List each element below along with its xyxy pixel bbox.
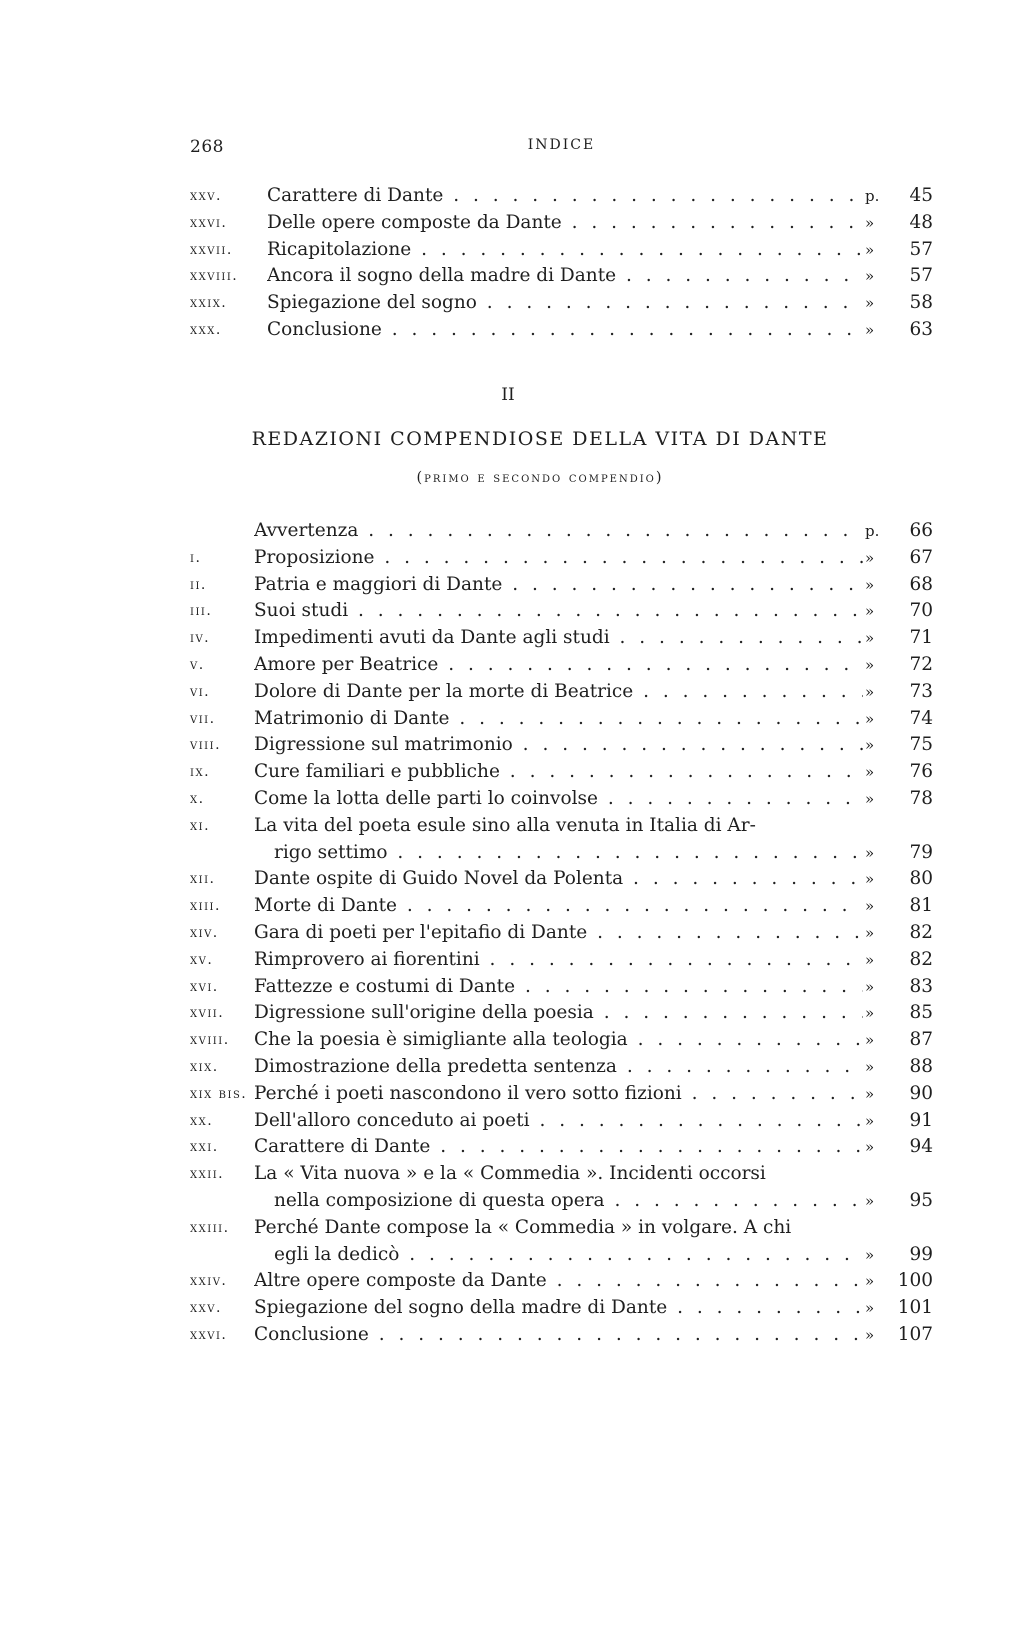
toc-entry-title: [254, 974, 863, 1001]
toc-entry: [190, 1215, 933, 1242]
toc-entry: [190, 1188, 933, 1215]
toc-entry: [190, 652, 933, 679]
toc-entry-title-text: Spiegazione del sogno: [267, 292, 477, 314]
toc-entry-number: vii.: [190, 710, 216, 727]
toc-entry-number: xiv.: [190, 924, 219, 941]
toc-entry-number: iv.: [190, 630, 211, 647]
toc-entry-number: v.: [190, 656, 205, 673]
toc-entry-title-text: rigo settimo: [274, 841, 388, 863]
page-value: 78: [909, 787, 933, 809]
toc-entry: [190, 920, 933, 947]
toc-entry-page: [863, 1054, 933, 1081]
toc-entry-number: ix.: [190, 764, 211, 781]
page-mark: »: [865, 923, 875, 942]
page-value: 57: [909, 265, 933, 287]
toc-entry-page: [863, 1000, 933, 1027]
toc-entry: [190, 317, 933, 344]
toc-entry-title-text: Conclusione: [267, 318, 382, 340]
toc-entry: [190, 1027, 933, 1054]
running-header: [190, 137, 933, 161]
toc-entry-page: [863, 974, 933, 1001]
toc-entry-page: [863, 572, 933, 599]
toc-entry-title-text: Digressione sull'origine della poesia: [254, 1002, 594, 1024]
toc-entry-title-text: Amore per Beatrice: [254, 653, 439, 675]
page-value: 99: [909, 1243, 933, 1265]
page-value: 81: [909, 895, 933, 917]
toc-entry: [190, 1108, 933, 1135]
page-mark: »: [865, 1245, 875, 1264]
toc-entry-page: [863, 237, 933, 264]
toc-entry-title: [254, 1322, 863, 1349]
toc-entry-page: [863, 1242, 933, 1269]
toc-entry: [190, 679, 933, 706]
toc-entry-title: [254, 759, 863, 786]
page-mark: p.: [865, 187, 880, 205]
toc-entry-title-text: Perché Dante compose la « Commedia » in volgare. A chi: [254, 1216, 792, 1238]
toc-entry-title-text: Conclusione: [254, 1323, 369, 1345]
page-value: 88: [909, 1055, 933, 1077]
page-mark: »: [865, 897, 875, 916]
page-mark: p.: [865, 522, 880, 540]
toc-entry: [190, 598, 933, 625]
toc-entry-title-text: Dante ospite di Guido Novel da Polenta: [254, 868, 624, 890]
page-mark: »: [865, 602, 875, 621]
toc-entry-title: [254, 1215, 813, 1242]
page-mark: »: [865, 1084, 875, 1103]
page-value: 107: [897, 1323, 933, 1345]
page-mark: »: [865, 1111, 875, 1130]
toc-entry-number: xiii.: [190, 898, 221, 915]
page-value: 63: [909, 318, 933, 340]
section-number: II: [501, 385, 515, 405]
toc-entry-number: xxv.: [190, 188, 222, 204]
toc-entry-title-text: Dimostrazione della predetta sentenza: [254, 1055, 617, 1077]
toc-entry: [190, 840, 933, 867]
toc-entry: [190, 974, 933, 1001]
toc-entry-title-text: Cure familiari e pubbliche: [254, 761, 500, 783]
toc-entry-page: [863, 920, 933, 947]
toc-entry-title: [254, 652, 863, 679]
toc-entry-title-text: Delle opere composte da Dante: [267, 211, 562, 233]
toc-entry-title-text: Matrimonio di Dante: [254, 707, 450, 729]
toc-entry-number: xxiii.: [190, 1219, 230, 1236]
toc-entry-number: iii.: [190, 603, 213, 620]
toc-entry-page: [863, 317, 933, 344]
toc-entry-page: [863, 1134, 933, 1161]
page-mark: »: [865, 548, 875, 567]
toc-entry-page: [863, 759, 933, 786]
page-value: 76: [909, 761, 933, 783]
toc-entry: [190, 263, 933, 290]
page-value: 85: [909, 1002, 933, 1024]
toc-entry: [190, 732, 933, 759]
toc-entry-page: [863, 1188, 933, 1215]
toc-entry-page: [863, 840, 933, 867]
toc-entry-title: [254, 1108, 863, 1135]
toc-entry-number: xviii.: [190, 1032, 230, 1049]
toc-entry-page: [863, 893, 933, 920]
toc-entry-title: [267, 237, 863, 264]
toc-part-two: [190, 518, 933, 1349]
page-value: 75: [909, 734, 933, 756]
toc-entry: [190, 1295, 933, 1322]
page-mark: »: [865, 977, 875, 996]
toc-entry: [190, 572, 933, 599]
toc-entry-page: [863, 866, 933, 893]
toc-entry-title-text: Ancora il sogno della madre di Dante: [267, 265, 617, 287]
toc-entry-title-text: Come la lotta delle parti lo coinvolse: [254, 787, 598, 809]
page-number: 268: [190, 137, 224, 157]
toc-entry-page: [863, 786, 933, 813]
page-mark: »: [865, 240, 875, 259]
page-value: 94: [909, 1136, 933, 1158]
toc-entry: [190, 1134, 933, 1161]
toc-entry-number: xi.: [190, 817, 211, 834]
toc-entry-title: [267, 183, 863, 210]
page-mark: »: [865, 763, 875, 782]
toc-entry-title: [267, 317, 863, 344]
page-mark: »: [865, 655, 875, 674]
toc-entry-number: xxvi.: [190, 214, 228, 231]
page-mark: »: [865, 1031, 875, 1050]
toc-entry-title-text: Gara di poeti per l'epitafio di Dante: [254, 921, 588, 943]
toc-entry-title: [267, 263, 863, 290]
toc-entry-number: xxviii.: [190, 268, 239, 285]
page-value: 91: [909, 1109, 933, 1131]
toc-entry: [190, 237, 933, 264]
toc-entry-page: [863, 1322, 933, 1349]
toc-entry-title: [254, 866, 863, 893]
toc-entry: [190, 1054, 933, 1081]
toc-entry-number: x.: [190, 790, 205, 807]
toc-entry: [190, 1242, 933, 1269]
toc-entry-page: [863, 545, 933, 572]
page-mark: »: [865, 1325, 875, 1344]
toc-part-one: [190, 183, 933, 344]
toc-entry-number: xxvi.: [190, 1326, 228, 1343]
page-mark: »: [865, 843, 875, 862]
toc-entry-title: [254, 1134, 863, 1161]
page-value: 101: [897, 1297, 933, 1319]
toc-entry-title-text: La « Vita nuova » e la « Commedia ». Incidenti occorsi: [254, 1163, 766, 1185]
toc-entry-page: [863, 518, 933, 545]
toc-entry-title: [254, 598, 863, 625]
toc-entry-number: xxiv.: [190, 1273, 228, 1290]
toc-entry-title-text: nella composizione di questa opera: [274, 1189, 605, 1211]
toc-entry-title-text: Dell'alloro conceduto ai poeti: [254, 1109, 530, 1131]
toc-entry-title: [254, 732, 863, 759]
toc-entry-title-text: Suoi studi: [254, 600, 349, 622]
toc-entry-title: [274, 1242, 863, 1269]
toc-entry-page: [863, 1295, 933, 1322]
toc-entry-title: [254, 947, 863, 974]
page-mark: »: [865, 682, 875, 701]
page-mark: »: [865, 870, 875, 889]
page-value: 58: [909, 292, 933, 314]
page-mark: »: [865, 629, 875, 648]
toc-entry-number: ii.: [190, 576, 207, 593]
page-value: 80: [909, 868, 933, 890]
toc-entry-title-text: Spiegazione del sogno della madre di Dante: [254, 1297, 668, 1319]
toc-entry-title: [254, 545, 863, 572]
page-value: 82: [909, 921, 933, 943]
toc-entry-title: [254, 1268, 863, 1295]
toc-entry-page: [863, 706, 933, 733]
toc-entry: [190, 893, 933, 920]
page-value: 79: [909, 841, 933, 863]
toc-entry-title-text: Perché i poeti nascondono il vero sotto fizioni: [254, 1082, 682, 1104]
toc-entry-title: [254, 679, 863, 706]
toc-entry-page: [863, 1081, 933, 1108]
toc-entry-number: xxix.: [190, 295, 228, 312]
page-value: 72: [909, 653, 933, 675]
toc-entry-page: [863, 290, 933, 317]
toc-entry-title-text: Proposizione: [254, 546, 375, 568]
toc-entry-page: [863, 732, 933, 759]
toc-entry: [190, 210, 933, 237]
toc-entry-number: xxi.: [190, 1139, 219, 1156]
toc-entry-number: vi.: [190, 683, 211, 700]
running-title: INDICE: [527, 137, 596, 153]
toc-entry: [190, 518, 933, 545]
page-value: 68: [909, 573, 933, 595]
section-title: REDAZIONI COMPENDIOSE DELLA VITA DI DANTE: [251, 428, 829, 450]
page-value: 73: [909, 680, 933, 702]
toc-entry-page: [863, 625, 933, 652]
toc-entry-page: [863, 1108, 933, 1135]
toc-entry-number: xvi.: [190, 978, 219, 995]
page-value: 45: [909, 185, 933, 206]
toc-entry-title: [254, 1081, 863, 1108]
toc-entry-title: [254, 1295, 863, 1322]
page-mark: »: [865, 294, 875, 313]
toc-entry-page: [863, 210, 933, 237]
toc-entry-title: [254, 920, 863, 947]
toc-entry-title: [254, 706, 863, 733]
toc-entry: [190, 1161, 933, 1188]
toc-entry: [190, 625, 933, 652]
page-mark: »: [865, 320, 875, 339]
toc-entry-title-text: Carattere di Dante: [254, 1136, 431, 1158]
toc-entry-number: xxx.: [190, 321, 222, 338]
toc-entry-number: xvii.: [190, 1005, 225, 1022]
toc-entry-page: [863, 679, 933, 706]
toc-entry-title-text: Avvertenza: [254, 520, 359, 541]
toc-entry: [190, 183, 933, 210]
toc-entry-number: i.: [190, 549, 202, 566]
toc-entry-page: [863, 1268, 933, 1295]
page-mark: »: [865, 1138, 875, 1157]
page-mark: »: [865, 267, 875, 286]
toc-entry-title-text: egli la dedicò: [274, 1243, 400, 1265]
toc-entry-title-text: Altre opere composte da Dante: [254, 1270, 547, 1292]
toc-entry-title: [267, 290, 863, 317]
toc-entry-title-text: Che la poesia è simigliante alla teologia: [254, 1029, 628, 1051]
page-mark: »: [865, 1004, 875, 1023]
page-value: 83: [909, 975, 933, 997]
toc-entry: [190, 1268, 933, 1295]
page-value: 66: [909, 520, 933, 541]
toc-entry-title-text: Patria e maggiori di Dante: [254, 573, 503, 595]
toc-entry-title-text: Ricapitolazione: [267, 238, 412, 260]
toc-entry-number: xx.: [190, 1112, 214, 1129]
page-value: 48: [909, 211, 933, 233]
page-value: 70: [909, 600, 933, 622]
toc-entry-title-text: Rimprovero ai fiorentini: [254, 948, 480, 970]
toc-entry-number: xxv.: [190, 1300, 222, 1317]
page-value: 87: [909, 1029, 933, 1051]
toc-entry: [190, 786, 933, 813]
section-subtitle: (primo e secondo compendio): [416, 470, 664, 486]
toc-entry-number: xxvii.: [190, 241, 233, 258]
toc-entry: [190, 1081, 933, 1108]
toc-entry-number: xix.: [190, 1058, 219, 1075]
page-value: 100: [897, 1270, 933, 1292]
toc-entry-page: [863, 947, 933, 974]
toc-entry: [190, 813, 933, 840]
toc-entry-title: [254, 572, 863, 599]
toc-entry: [190, 545, 933, 572]
page-mark: »: [865, 950, 875, 969]
toc-entry: [190, 866, 933, 893]
page-value: 74: [909, 707, 933, 729]
page-value: 57: [909, 238, 933, 260]
toc-entry-page: [863, 263, 933, 290]
toc-entry-number: xii.: [190, 871, 216, 888]
toc-entry: [190, 706, 933, 733]
toc-entry-page: [863, 183, 933, 210]
page-mark: »: [865, 1272, 875, 1291]
toc-entry-title-text: La vita del poeta esule sino alla venuta in Italia di Ar-: [254, 814, 756, 836]
page-mark: »: [865, 789, 875, 808]
page-mark: »: [865, 575, 875, 594]
toc-entry-number: xv.: [190, 951, 214, 968]
toc-entry: [190, 947, 933, 974]
page-value: 82: [909, 948, 933, 970]
toc-entry-title: [267, 210, 863, 237]
toc-entry-title-text: Digressione sul matrimonio: [254, 734, 513, 756]
page-mark: »: [865, 736, 875, 755]
toc-entry-title: [254, 1054, 863, 1081]
toc-entry-number: xix bis.: [190, 1085, 248, 1102]
toc-entry-title-text: Morte di Dante: [254, 895, 397, 917]
page-value: 90: [909, 1082, 933, 1104]
toc-entry-title: [254, 625, 863, 652]
page-mark: »: [865, 1299, 875, 1318]
toc-entry-title: [254, 1161, 813, 1188]
toc-entry-title: [254, 813, 813, 840]
toc-entry: [190, 290, 933, 317]
toc-entry-title: [254, 1000, 863, 1027]
toc-entry-page: [863, 1027, 933, 1054]
toc-entry-number: xxii.: [190, 1166, 225, 1183]
page-value: 67: [909, 546, 933, 568]
toc-entry-title: [274, 1188, 863, 1215]
toc-entry-title-text: Impedimenti avuti da Dante agli studi: [254, 627, 610, 649]
page-mark: »: [865, 1057, 875, 1076]
toc-entry-title: [274, 840, 863, 867]
toc-entry-title-text: Carattere di Dante: [267, 185, 444, 206]
toc-entry-title-text: Dolore di Dante per la morte di Beatrice: [254, 680, 634, 702]
toc-entry-title: [254, 1027, 863, 1054]
toc-entry-page: [863, 652, 933, 679]
toc-entry: [190, 1000, 933, 1027]
page-value: 95: [909, 1189, 933, 1211]
page-mark: »: [865, 213, 875, 232]
page-mark: »: [865, 1191, 875, 1210]
toc-entry: [190, 1322, 933, 1349]
toc-entry-title: [254, 786, 863, 813]
page-mark: »: [865, 709, 875, 728]
page-value: 71: [909, 627, 933, 649]
toc-entry-title: [254, 518, 863, 545]
toc-entry-page: [863, 598, 933, 625]
toc-entry-number: viii.: [190, 737, 222, 754]
toc-entry-title-text: Fattezze e costumi di Dante: [254, 975, 516, 997]
toc-entry: [190, 759, 933, 786]
toc-entry-title: [254, 893, 863, 920]
